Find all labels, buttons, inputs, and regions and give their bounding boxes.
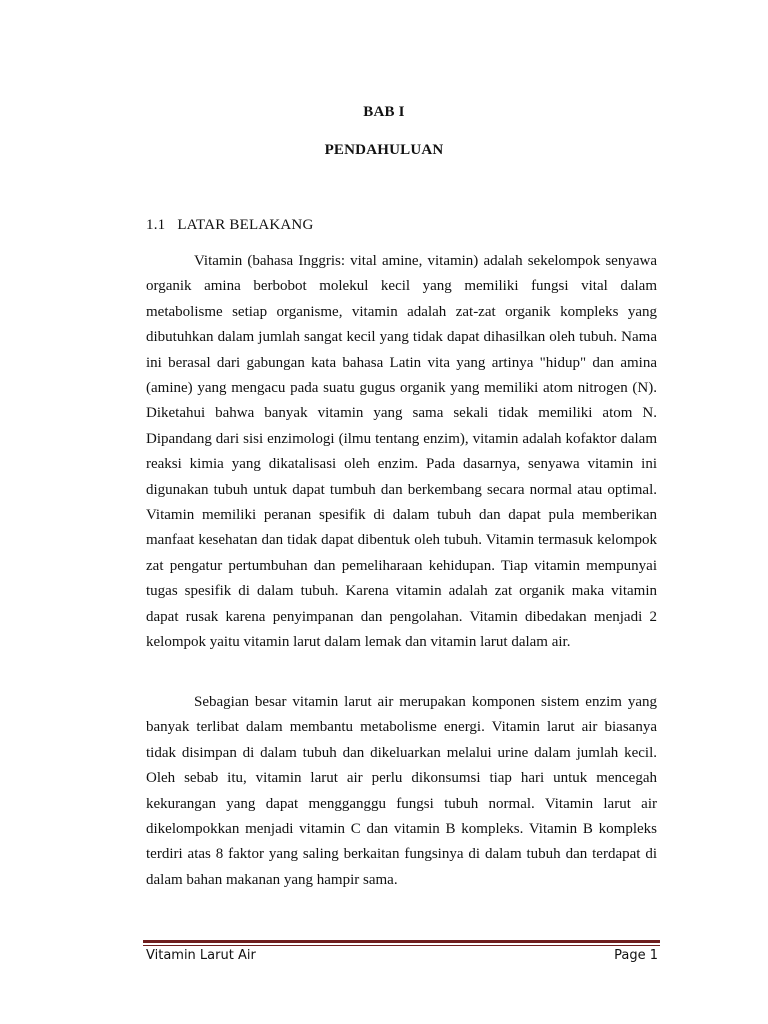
- footer-page-number: Page 1: [614, 948, 658, 963]
- body-paragraph: Vitamin (bahasa Inggris: vital amine, vitamin) adalah sekelompok senyawa organik amina berbobot molekul kecil yang memiliki fungsi vital dalam metabolisme setiap organisme, vitamin adalah zat-zat organik kompleks yang dibutuhkan dalam jumlah sangat kecil yang tidak dapat dihasilkan oleh tubuh. Nama ini berasal dari gabungan kata bahasa Latin vita yang artinya "hidup" dan amina (amine) yang mengacu pada suatu gugus organik yang memiliki atom nitrogen (N). Diketahui bahwa banyak vitamin yang sama sekali tidak memiliki atom N. Dipandang dari sisi enzimologi (ilmu tentang enzim), vitamin adalah kofaktor dalam reaksi kimia yang dikatalisasi oleh enzim. Pada dasarnya, senyawa vitamin ini digunakan tubuh untuk dapat tumbuh dan berkembang secara normal atau optimal. Vitamin memiliki peranan spesifik di dalam tubuh dan dapat pula memberikan manfaat kesehatan dan tidak dapat dibentuk oleh tubuh. Vitamin termasuk kelompok zat pengatur pertumbuhan dan pemeliharaan kehidupan. Tiap vitamin mempunyai tugas spesifik di dalam tubuh. Karena vitamin adalah zat organik maka vitamin dapat rusak karena penyimpanan dan pengolahan. Vitamin dibedakan menjadi 2 kelompok yaitu vitamin larut dalam lemak dan vitamin larut dalam air.: [146, 253, 657, 651]
- footer-document-title: Vitamin Larut Air: [146, 948, 256, 963]
- footer-divider-thin: [143, 945, 660, 946]
- chapter-title: PENDAHULUAN: [324, 142, 444, 158]
- chapter-number: BAB I: [363, 104, 405, 120]
- footer-divider: [143, 940, 660, 943]
- body-paragraph: Sebagian besar vitamin larut air merupakan komponen sistem enzim yang banyak terlibat dalam membantu metabolisme energi. Vitamin larut air biasanya tidak disimpan di dalam tubuh dan dikeluarkan melalui urine dalam jumlah kecil. Oleh sebab itu, vitamin larut air perlu dikonsumsi tiap hari untuk mencegah kekurangan yang dapat mengganggu fungsi tubuh normal. Vitamin larut air dikelompokkan menjadi vitamin C dan vitamin B kompleks. Vitamin B kompleks terdiri atas 8 faktor yang saling berkaitan fungsinya di dalam tubuh dan terdapat di dalam bahan makanan yang hampir sama.: [146, 694, 657, 888]
- section-number: 1.1: [146, 217, 166, 233]
- section-heading: [146, 217, 314, 234]
- section-title: LATAR BELAKANG: [177, 217, 314, 233]
